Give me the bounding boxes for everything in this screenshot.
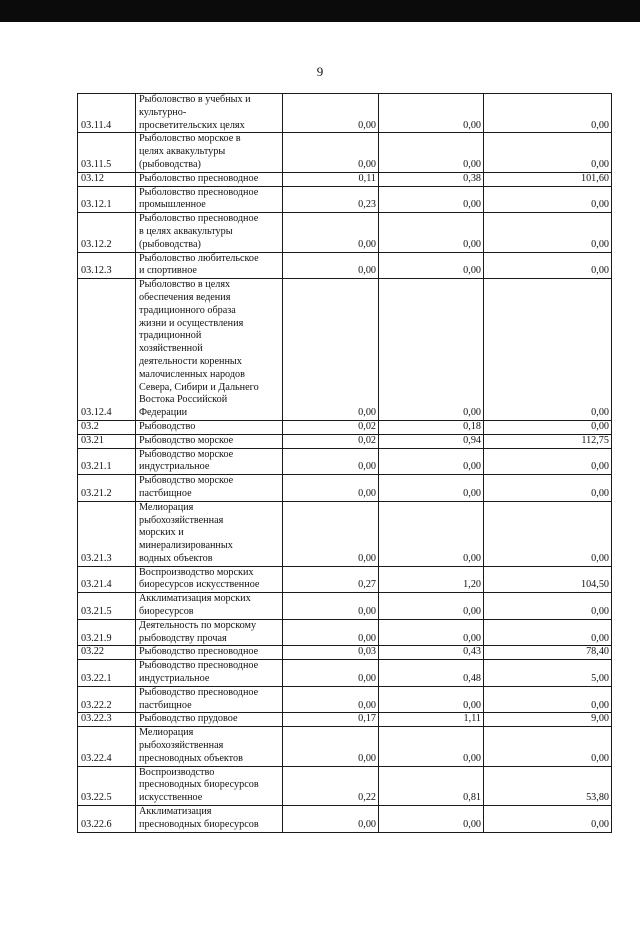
row-code-cell: 03.12.1 xyxy=(78,186,136,213)
row-value-2-cell: 0,00 xyxy=(379,252,484,279)
row-value-2-cell: 0,00 xyxy=(379,619,484,646)
table-row xyxy=(78,94,612,133)
row-value-1-cell: 0,17 xyxy=(283,713,379,727)
row-value-1-cell: 0,11 xyxy=(283,172,379,186)
row-code-cell: 03.2 xyxy=(78,420,136,434)
row-value-3-cell: 0,00 xyxy=(484,501,612,566)
row-name-cell: Рыболовство морское в целях аквакультуры (рыбоводства) xyxy=(136,133,283,172)
row-code-cell: 03.21.5 xyxy=(78,593,136,620)
page-number: 9 xyxy=(316,64,324,79)
row-value-3-cell: 0,00 xyxy=(484,448,612,475)
table-row xyxy=(78,434,612,448)
row-value-2-cell: 0,00 xyxy=(379,727,484,766)
table-row xyxy=(78,252,612,279)
row-value-1-cell: 0,00 xyxy=(283,593,379,620)
table-row xyxy=(78,727,612,766)
table-row xyxy=(78,213,612,252)
row-name-cell: Рыболовство пресноводное промышленное xyxy=(136,186,283,213)
row-value-1-cell: 0,27 xyxy=(283,566,379,593)
row-code-cell: 03.22.6 xyxy=(78,806,136,833)
row-value-2-cell: 0,00 xyxy=(379,94,484,133)
row-name-cell: Рыбоводство пресноводное пастбищное xyxy=(136,686,283,713)
row-value-2-cell: 0,18 xyxy=(379,420,484,434)
row-name-cell: Акклиматизация морских биоресурсов xyxy=(136,593,283,620)
table-row xyxy=(78,660,612,687)
row-name-cell: Рыбоводство пресноводное xyxy=(136,646,283,660)
row-value-1-cell: 0,00 xyxy=(283,94,379,133)
row-value-2-cell: 1,11 xyxy=(379,713,484,727)
row-name-cell: Рыбоводство прудовое xyxy=(136,713,283,727)
row-value-3-cell: 78,40 xyxy=(484,646,612,660)
row-name-cell: Рыболовство пресноводное xyxy=(136,172,283,186)
scan-top-border xyxy=(0,0,640,22)
row-value-3-cell: 0,00 xyxy=(484,94,612,133)
activity-codes-table xyxy=(77,93,612,833)
row-code-cell: 03.22.4 xyxy=(78,727,136,766)
table-row xyxy=(78,646,612,660)
row-name-cell: Рыбоводство морское индустриальное xyxy=(136,448,283,475)
row-code-cell: 03.11.4 xyxy=(78,94,136,133)
row-code-cell: 03.21.9 xyxy=(78,619,136,646)
row-value-1-cell: 0,22 xyxy=(283,766,379,805)
row-value-2-cell: 0,00 xyxy=(379,593,484,620)
row-value-1-cell: 0,00 xyxy=(283,686,379,713)
table-row xyxy=(78,133,612,172)
row-value-3-cell: 0,00 xyxy=(484,213,612,252)
row-code-cell: 03.12.2 xyxy=(78,213,136,252)
table-row xyxy=(78,501,612,566)
row-value-1-cell: 0,00 xyxy=(283,213,379,252)
row-name-cell: Рыбоводство xyxy=(136,420,283,434)
row-code-cell: 03.22.3 xyxy=(78,713,136,727)
row-value-3-cell: 0,00 xyxy=(484,727,612,766)
row-value-2-cell: 0,48 xyxy=(379,660,484,687)
row-name-cell: Мелиорация рыбохозяйственная морских и минерализированных водных объектов xyxy=(136,501,283,566)
row-value-2-cell: 0,00 xyxy=(379,133,484,172)
row-code-cell: 03.21 xyxy=(78,434,136,448)
row-name-cell: Рыболовство в целях обеспечения ведения традиционного образа жизни и осуществления традиционной хозяйственной деятельности коренных малочисленных народов Севера, Сибири и Дальнего Востока Российской Федерации xyxy=(136,279,283,421)
row-value-1-cell: 0,00 xyxy=(283,279,379,421)
table-row xyxy=(78,172,612,186)
row-value-1-cell: 0,02 xyxy=(283,434,379,448)
row-value-2-cell: 1,20 xyxy=(379,566,484,593)
row-value-3-cell: 53,80 xyxy=(484,766,612,805)
row-value-3-cell: 104,50 xyxy=(484,566,612,593)
row-value-2-cell: 0,38 xyxy=(379,172,484,186)
table-row xyxy=(78,713,612,727)
row-value-1-cell: 0,00 xyxy=(283,475,379,502)
row-name-cell: Рыбоводство пресноводное индустриальное xyxy=(136,660,283,687)
table-row xyxy=(78,806,612,833)
row-name-cell: Воспроизводство пресноводных биоресурсов искусственное xyxy=(136,766,283,805)
row-value-2-cell: 0,81 xyxy=(379,766,484,805)
row-value-1-cell: 0,02 xyxy=(283,420,379,434)
row-value-2-cell: 0,00 xyxy=(379,475,484,502)
row-code-cell: 03.22.5 xyxy=(78,766,136,805)
row-value-2-cell: 0,94 xyxy=(379,434,484,448)
row-name-cell: Рыбоводство морское пастбищное xyxy=(136,475,283,502)
row-value-3-cell: 0,00 xyxy=(484,475,612,502)
row-value-2-cell: 0,00 xyxy=(379,279,484,421)
table-row xyxy=(78,279,612,421)
row-name-cell: Рыболовство любительское и спортивное xyxy=(136,252,283,279)
row-value-1-cell: 0,00 xyxy=(283,727,379,766)
row-name-cell: Мелиорация рыбохозяйственная пресноводных объектов xyxy=(136,727,283,766)
row-code-cell: 03.21.2 xyxy=(78,475,136,502)
row-code-cell: 03.22 xyxy=(78,646,136,660)
row-value-1-cell: 0,00 xyxy=(283,619,379,646)
row-value-3-cell: 0,00 xyxy=(484,593,612,620)
row-name-cell: Рыболовство пресноводное в целях аквакультуры (рыбоводства) xyxy=(136,213,283,252)
row-code-cell: 03.22.2 xyxy=(78,686,136,713)
row-value-1-cell: 0,00 xyxy=(283,448,379,475)
row-value-2-cell: 0,00 xyxy=(379,213,484,252)
row-code-cell: 03.12 xyxy=(78,172,136,186)
row-value-1-cell: 0,03 xyxy=(283,646,379,660)
table-body xyxy=(78,94,612,833)
table-row xyxy=(78,420,612,434)
row-code-cell: 03.12.3 xyxy=(78,252,136,279)
row-name-cell: Деятельность по морскому рыбоводству прочая xyxy=(136,619,283,646)
table-row xyxy=(78,619,612,646)
table-row xyxy=(78,475,612,502)
row-value-1-cell: 0,00 xyxy=(283,133,379,172)
row-code-cell: 03.12.4 xyxy=(78,279,136,421)
row-code-cell: 03.11.5 xyxy=(78,133,136,172)
row-name-cell: Воспроизводство морских биоресурсов искусственное xyxy=(136,566,283,593)
row-value-3-cell: 0,00 xyxy=(484,806,612,833)
row-code-cell: 03.21.4 xyxy=(78,566,136,593)
row-name-cell: Рыболовство в учебных и культурно- просветительских целях xyxy=(136,94,283,133)
row-value-3-cell: 0,00 xyxy=(484,186,612,213)
row-value-2-cell: 0,00 xyxy=(379,806,484,833)
row-code-cell: 03.21.1 xyxy=(78,448,136,475)
row-value-3-cell: 112,75 xyxy=(484,434,612,448)
table-row xyxy=(78,566,612,593)
row-name-cell: Рыбоводство морское xyxy=(136,434,283,448)
row-value-3-cell: 0,00 xyxy=(484,279,612,421)
row-value-1-cell: 0,00 xyxy=(283,252,379,279)
row-value-3-cell: 5,00 xyxy=(484,660,612,687)
row-value-3-cell: 0,00 xyxy=(484,686,612,713)
table-row xyxy=(78,593,612,620)
row-value-2-cell: 0,00 xyxy=(379,501,484,566)
row-value-3-cell: 0,00 xyxy=(484,420,612,434)
table-row xyxy=(78,186,612,213)
row-value-3-cell: 0,00 xyxy=(484,252,612,279)
row-value-1-cell: 0,00 xyxy=(283,660,379,687)
table-row xyxy=(78,686,612,713)
row-name-cell: Акклиматизация пресноводных биоресурсов xyxy=(136,806,283,833)
row-value-1-cell: 0,00 xyxy=(283,806,379,833)
row-value-3-cell: 9,00 xyxy=(484,713,612,727)
row-code-cell: 03.22.1 xyxy=(78,660,136,687)
row-value-2-cell: 0,00 xyxy=(379,186,484,213)
row-value-3-cell: 101,60 xyxy=(484,172,612,186)
table-row xyxy=(78,448,612,475)
row-value-1-cell: 0,23 xyxy=(283,186,379,213)
row-value-3-cell: 0,00 xyxy=(484,133,612,172)
row-value-2-cell: 0,00 xyxy=(379,686,484,713)
row-value-3-cell: 0,00 xyxy=(484,619,612,646)
row-code-cell: 03.21.3 xyxy=(78,501,136,566)
row-value-2-cell: 0,43 xyxy=(379,646,484,660)
row-value-2-cell: 0,00 xyxy=(379,448,484,475)
row-value-1-cell: 0,00 xyxy=(283,501,379,566)
table-row xyxy=(78,766,612,805)
